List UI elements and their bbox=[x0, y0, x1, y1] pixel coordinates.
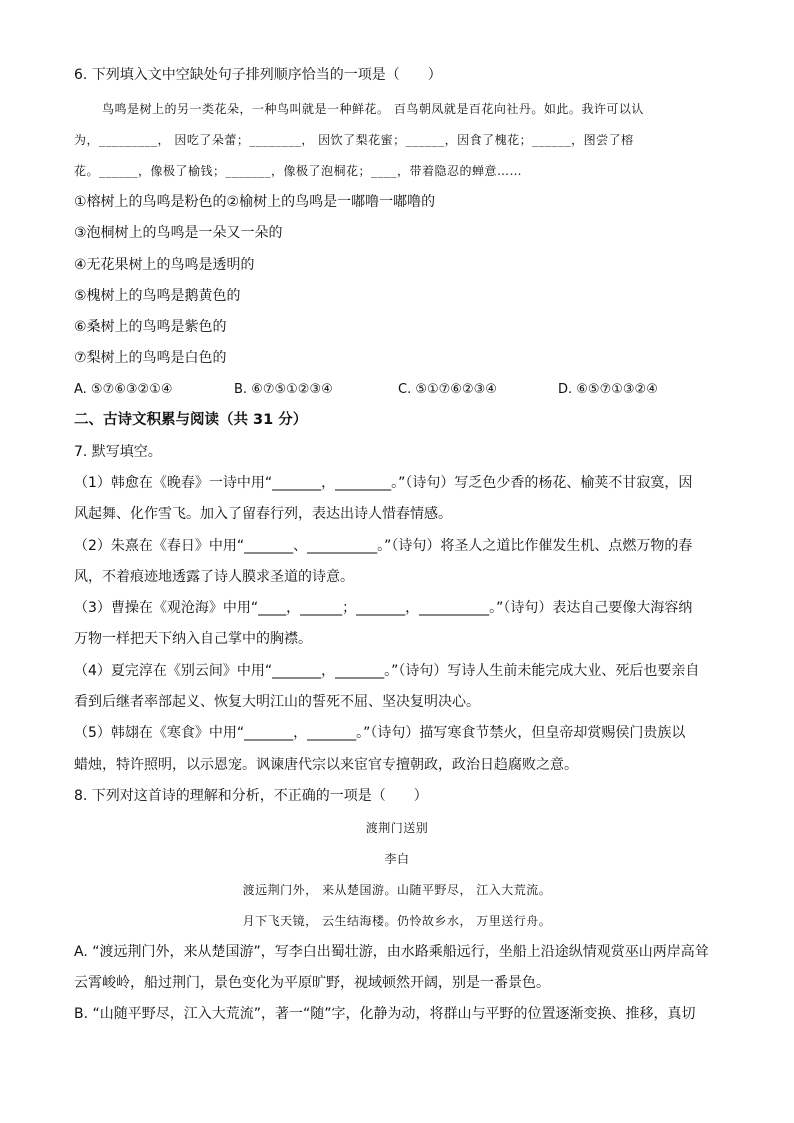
poem-line-1: 渡远荆门外， 来从楚国游。山随平野尽， 江入大荒流。 bbox=[242, 883, 552, 897]
q7-line-6: 万物一样把天下纳入自己掌中的胸襟。 bbox=[74, 631, 312, 647]
q6-item-4: ⑤槐树上的鸟鸣是鹅黄色的 bbox=[74, 288, 241, 304]
q6-option-d: D. ⑥⑤⑦①③②④ bbox=[558, 382, 658, 397]
section-heading: 二、古诗文积累与阅读（共 31 分） bbox=[74, 412, 308, 428]
q6-passage-line-2: 为，_________， 因吃了朵蕾；________， 因饮了梨花蜜；______，因食了槐花；______，图尝了榕 bbox=[74, 133, 634, 147]
q8-stem: 8. 下列对这首诗的理解和分析，不正确的一项是（ ） bbox=[74, 788, 428, 804]
q7-line-7: （4）夏完淳在《别云间》中用“_______，_______。”（诗句）写诗人生前未能完成大业、死后也要亲自 bbox=[74, 663, 700, 679]
q6-option-a: A. ⑤⑦⑥③②①④ bbox=[74, 382, 173, 397]
q7-stem: 7. 默写填空。 bbox=[74, 444, 162, 460]
q7-line-5: （3）曹操在《观沧海》中用“____，______；_______，__________。”（诗句）表达自己要像大海容纳 bbox=[74, 600, 693, 616]
q6-passage-line-3: 花。______，像极了榆钱；_______，像极了泡桐花；____，带着隐忍的蝉意…… bbox=[74, 164, 523, 178]
poem-line-2: 月下飞天镜， 云生结海楼。仍怜故乡水， 万里送行舟。 bbox=[242, 914, 552, 928]
q6-stem: 6. 下列填入文中空缺处句子排列顺序恰当的一项是（ ） bbox=[74, 67, 442, 83]
q7-line-3: （2）朱熹在《春日》中用“_______、__________。”（诗句）将圣人之道比作催发生机、点燃万物的春 bbox=[74, 538, 693, 554]
q6-item-2: ③泡桐树上的鸟鸣是一朵又一朵的 bbox=[74, 225, 283, 241]
q6-passage-line-1: 鸟鸣是树上的另一类花朵，一种鸟叫就是一种鲜花。 百鸟朝凤就是百花向社丹。如此。我许可以认 bbox=[102, 102, 644, 116]
q8-option-a-line-1: A. “渡远荆门外，来从楚国游”，写李白出蜀壮游，由水路乘船远行，坐船上沿途纵情观赏巫山两岸高耸 bbox=[74, 944, 709, 960]
q6-option-b: B. ⑥⑦⑤①②③④ bbox=[234, 382, 333, 397]
q6-item-3: ④无花果树上的鸟鸣是透明的 bbox=[74, 257, 255, 273]
q6-item-5: ⑥桑树上的鸟鸣是紫色的 bbox=[74, 319, 227, 335]
q7-line-10: 蜡烛，特许照明，以示恩宠。讽谏唐代宗以来宦官专擅朝政，政治日趋腐败之意。 bbox=[74, 757, 578, 773]
q8-option-a-line-2: 云霄峻岭，船过荆门，景色变化为平原旷野，视域顿然开阔，别是一番景色。 bbox=[74, 975, 550, 991]
q7-line-8: 看到后继者率部起义、恢复大明江山的誓死不屈、坚决复明决心。 bbox=[74, 694, 480, 710]
poem-title: 渡荆门送别 bbox=[365, 821, 429, 835]
q7-line-9: （5）韩翃在《寒食》中用“_______，_______。”（诗句）描写寒食节禁火，但皇帝却赏赐侯门贵族以 bbox=[74, 725, 686, 741]
q7-line-4: 风，不着痕迹地透露了诗人膜求圣道的诗意。 bbox=[74, 569, 354, 585]
q6-item-1: ①榕树上的鸟鸣是粉色的②榆树上的鸟鸣是一嘟噜一嘟噜的 bbox=[74, 194, 436, 210]
q6-item-6: ⑦梨树上的鸟鸣是白色的 bbox=[74, 350, 227, 366]
q8-option-b-line-1: B. “山随平野尽，江入大荒流”，著一“随”字，化静为动，将群山与平野的位置逐渐变换、推移，真切 bbox=[74, 1006, 696, 1022]
q6-option-c: C. ⑤①⑦⑥②③④ bbox=[398, 382, 497, 397]
q7-line-2: 风起舞、化作雪飞。加入了留春行列，表达出诗人惜春情感。 bbox=[74, 506, 452, 522]
poem-author: 李白 bbox=[384, 852, 410, 866]
q7-line-1: （1）韩愈在《晚春》一诗中用“_______，________。”（诗句）写乏色少香的杨花、榆荚不甘寂寞，因 bbox=[74, 475, 693, 491]
